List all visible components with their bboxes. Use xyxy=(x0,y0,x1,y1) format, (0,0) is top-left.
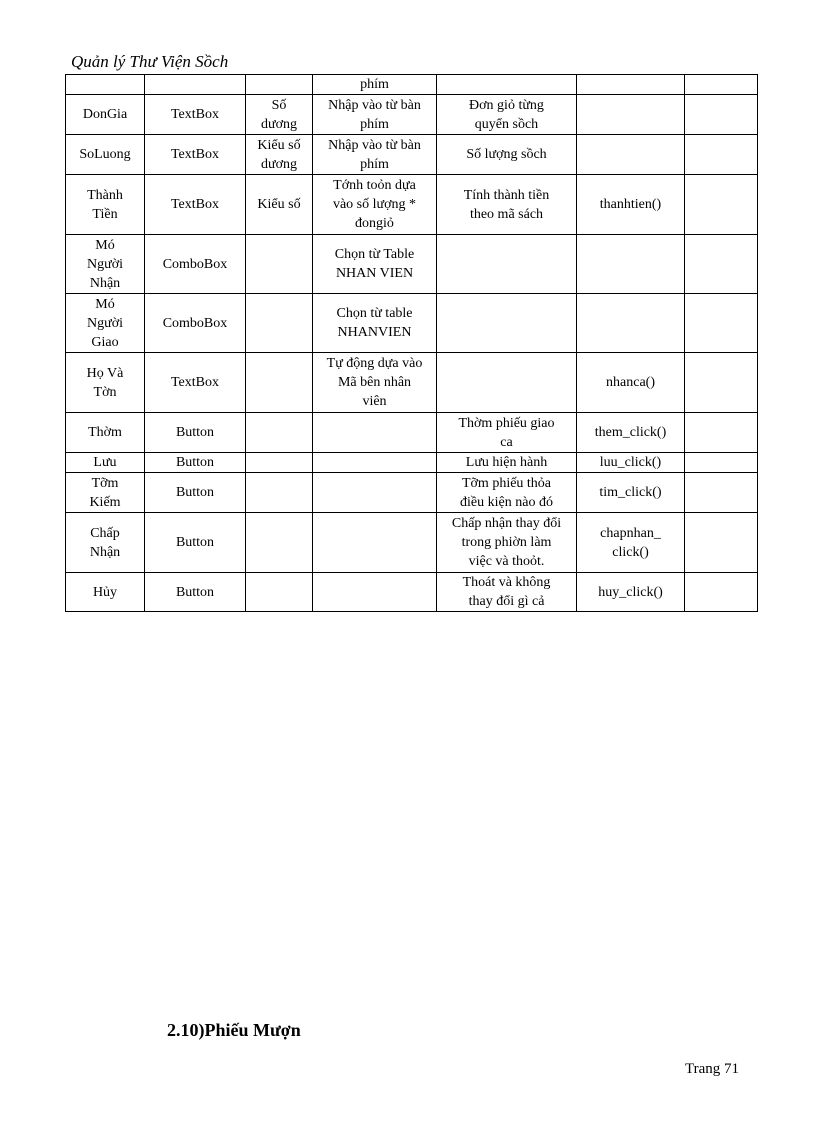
cell-text-line: chapnhan_ xyxy=(600,525,661,541)
cell-datatype xyxy=(246,135,313,175)
cell-description xyxy=(437,75,577,95)
cell-description xyxy=(437,175,577,235)
cell-text-line: Kiểu số xyxy=(257,137,301,153)
cell-type xyxy=(145,294,246,353)
cell-description xyxy=(437,513,577,573)
cell-text-line: click() xyxy=(612,544,649,560)
cell-note xyxy=(685,413,758,453)
cell-constraint xyxy=(313,294,437,353)
cell-text-line: NHANVIEN xyxy=(337,325,412,340)
cell-method xyxy=(577,75,685,95)
cell-name xyxy=(66,353,145,413)
cell-text-line: SoLuong xyxy=(79,147,131,162)
cell-description xyxy=(437,453,577,473)
cell-text-line: Nhập vào từ bàn xyxy=(328,97,421,113)
cell-name xyxy=(66,453,145,473)
cell-text-line: them_click() xyxy=(594,425,667,440)
table-row xyxy=(66,294,758,353)
table-row xyxy=(66,453,758,473)
cell-method xyxy=(577,413,685,453)
cell-method xyxy=(577,95,685,135)
table-row xyxy=(66,75,758,95)
cell-text-line: dương xyxy=(261,116,297,132)
cell-datatype xyxy=(246,294,313,353)
cell-type xyxy=(145,135,246,175)
cell-note xyxy=(685,513,758,573)
cell-text-line: Tớnh toỏn dựa xyxy=(333,178,416,193)
cell-description xyxy=(437,235,577,294)
cell-datatype xyxy=(246,413,313,453)
cell-description xyxy=(437,473,577,513)
cell-text-line: ca xyxy=(500,434,513,450)
cell-text-line: ComboBox xyxy=(162,315,228,331)
cell-constraint xyxy=(313,353,437,413)
cell-text-line: Chấp xyxy=(90,525,120,541)
cell-description xyxy=(437,413,577,453)
cell-text-line: Thờm phiếu giao xyxy=(458,415,555,431)
table-row xyxy=(66,473,758,513)
page-number: Trang 71 xyxy=(685,1061,740,1077)
cell-text-line: trong phiờn làm xyxy=(461,535,552,550)
cell-text-line: Lưu hiện hành xyxy=(465,455,548,470)
cell-constraint xyxy=(313,235,437,294)
cell-text-line: Mã bên nhân xyxy=(337,375,412,390)
cell-type xyxy=(145,95,246,135)
cell-text-line: Button xyxy=(175,535,215,550)
control-spec-table xyxy=(65,74,758,612)
cell-text-line: TextBox xyxy=(170,375,219,390)
cell-method xyxy=(577,513,685,573)
cell-note xyxy=(685,135,758,175)
cell-text-line: Mó xyxy=(95,237,115,253)
cell-text-line: DonGia xyxy=(82,107,128,122)
cell-text-line: tim_click() xyxy=(599,485,662,500)
cell-text-line: Button xyxy=(175,485,215,500)
cell-text-line: NHAN VIEN xyxy=(335,266,414,281)
cell-text-line: việc và thoỏt. xyxy=(468,554,545,569)
cell-description xyxy=(437,95,577,135)
cell-text-line: phím xyxy=(360,116,389,132)
cell-text-line: Tỡm xyxy=(91,475,119,491)
cell-datatype xyxy=(246,453,313,473)
table-row xyxy=(66,135,758,175)
cell-text-line: huy_click() xyxy=(598,584,663,600)
cell-description xyxy=(437,573,577,612)
cell-datatype xyxy=(246,353,313,413)
cell-method xyxy=(577,473,685,513)
cell-text-line: viên xyxy=(362,394,387,409)
cell-type xyxy=(145,453,246,473)
cell-text-line: Nhận xyxy=(89,544,121,560)
cell-method xyxy=(577,175,685,235)
cell-text-line: Họ Và xyxy=(86,365,124,381)
cell-type xyxy=(145,413,246,453)
cell-type xyxy=(145,353,246,413)
cell-note xyxy=(685,235,758,294)
cell-text-line: vào số lượng * xyxy=(332,197,417,212)
cell-text-line: quyển sồch xyxy=(474,116,539,132)
cell-name xyxy=(66,294,145,353)
cell-name xyxy=(66,75,145,95)
cell-text-line: Tiền xyxy=(92,206,118,222)
cell-text-line: Người xyxy=(87,315,123,331)
cell-constraint xyxy=(313,135,437,175)
cell-text-line: dương xyxy=(261,156,297,172)
cell-text-line: Hủy xyxy=(92,584,118,600)
cell-text-line: Đơn giỏ từng xyxy=(469,97,544,113)
cell-text-line: Tính thành tiền xyxy=(463,187,550,203)
cell-constraint xyxy=(313,95,437,135)
cell-note xyxy=(685,75,758,95)
cell-name xyxy=(66,513,145,573)
cell-constraint xyxy=(313,453,437,473)
cell-text-line: Tờn xyxy=(93,384,117,400)
cell-text-line: Nhận xyxy=(89,275,121,291)
cell-text-line: Kiếm xyxy=(89,494,121,510)
cell-text-line: Button xyxy=(175,425,215,440)
cell-constraint xyxy=(313,513,437,573)
cell-text-line: luu_click() xyxy=(599,455,662,470)
cell-name xyxy=(66,175,145,235)
cell-text-line: Mó xyxy=(95,296,115,312)
cell-text-line: theo mã sách xyxy=(469,206,544,222)
cell-text-line: Tự động dựa vào xyxy=(326,356,423,371)
cell-method xyxy=(577,294,685,353)
cell-name xyxy=(66,235,145,294)
table-row xyxy=(66,413,758,453)
cell-type xyxy=(145,75,246,95)
cell-note xyxy=(685,473,758,513)
cell-name xyxy=(66,573,145,612)
cell-method xyxy=(577,353,685,413)
table-row xyxy=(66,513,758,573)
cell-note xyxy=(685,453,758,473)
document-header: Quản lý Thư Viện Sồch xyxy=(71,52,229,71)
cell-constraint xyxy=(313,175,437,235)
cell-text-line: Nhập vào từ bàn xyxy=(328,137,421,153)
cell-text-line: ComboBox xyxy=(162,256,228,272)
cell-text-line: phím xyxy=(360,156,389,172)
cell-text-line: Giao xyxy=(91,334,119,350)
cell-type xyxy=(145,573,246,612)
cell-note xyxy=(685,353,758,413)
cell-description xyxy=(437,294,577,353)
cell-text-line: Thành xyxy=(87,187,123,203)
cell-note xyxy=(685,175,758,235)
cell-type xyxy=(145,513,246,573)
cell-method xyxy=(577,573,685,612)
table-row xyxy=(66,353,758,413)
cell-type xyxy=(145,235,246,294)
table-row xyxy=(66,235,758,294)
cell-text-line: Chọn từ Table xyxy=(334,247,415,262)
cell-text-line: Chấp nhận thay đổi xyxy=(451,516,562,531)
cell-note xyxy=(685,95,758,135)
cell-text-line: Tỡm phiếu thỏa xyxy=(461,475,552,491)
cell-method xyxy=(577,235,685,294)
cell-datatype xyxy=(246,75,313,95)
cell-description xyxy=(437,353,577,413)
table-row xyxy=(66,175,758,235)
cell-text-line: Button xyxy=(175,455,215,470)
cell-description xyxy=(437,135,577,175)
cell-method xyxy=(577,135,685,175)
cell-text-line: đongiỏ xyxy=(355,216,394,231)
cell-text-line: điều kiện nào đó xyxy=(460,494,553,510)
cell-text-line: Button xyxy=(175,584,215,600)
cell-text-line: Số xyxy=(271,97,287,113)
cell-text-line: Kiểu số xyxy=(257,197,301,212)
cell-name xyxy=(66,135,145,175)
cell-datatype xyxy=(246,513,313,573)
cell-text-line: Chọn từ table xyxy=(336,306,413,321)
cell-datatype xyxy=(246,235,313,294)
cell-text-line: Thoát và không xyxy=(462,575,551,590)
cell-text-line: nhanca() xyxy=(606,375,655,390)
table-row xyxy=(66,95,758,135)
cell-text-line: Người xyxy=(87,256,123,272)
cell-note xyxy=(685,573,758,612)
cell-text-line: Thờm xyxy=(88,425,122,440)
cell-text-line: TextBox xyxy=(170,107,219,122)
cell-constraint xyxy=(313,75,437,95)
cell-text-line: Lưu xyxy=(93,455,117,470)
cell-text-line: TextBox xyxy=(170,147,219,162)
cell-constraint xyxy=(313,413,437,453)
cell-datatype xyxy=(246,473,313,513)
cell-type xyxy=(145,175,246,235)
cell-method xyxy=(577,453,685,473)
cell-text-line: phím xyxy=(360,77,389,92)
cell-text-line: thay đổi gì cả xyxy=(468,594,545,609)
cell-constraint xyxy=(313,573,437,612)
cell-note xyxy=(685,294,758,353)
cell-constraint xyxy=(313,473,437,513)
cell-datatype xyxy=(246,175,313,235)
cell-text-line: TextBox xyxy=(170,197,219,212)
section-heading: 2.10)Phiếu Mượn xyxy=(167,1020,301,1040)
cell-text-line: Số lượng sồch xyxy=(466,147,547,162)
cell-type xyxy=(145,473,246,513)
cell-text-line: thanhtien() xyxy=(599,197,662,212)
cell-datatype xyxy=(246,95,313,135)
cell-name xyxy=(66,95,145,135)
cell-datatype xyxy=(246,573,313,612)
cell-name xyxy=(66,413,145,453)
table-row xyxy=(66,573,758,612)
cell-name xyxy=(66,473,145,513)
